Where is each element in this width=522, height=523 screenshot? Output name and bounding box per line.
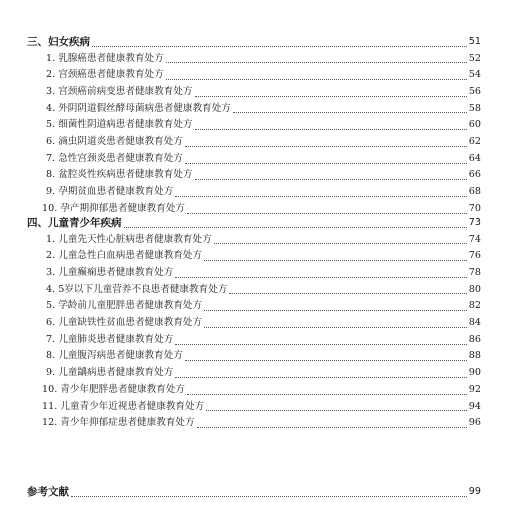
dot-leader: [195, 178, 467, 180]
toc-entry[interactable]: [27, 298, 481, 315]
toc-heading-label: 三、妇女疾病: [27, 35, 90, 48]
toc-entry[interactable]: [27, 151, 481, 168]
toc-entry[interactable]: [27, 184, 481, 201]
dot-leader: [175, 195, 466, 197]
toc-entry-label: 10. 孕产期抑郁患者健康教育处方: [42, 202, 186, 214]
toc-page-number: 60: [468, 119, 481, 131]
dot-leader: [214, 242, 467, 244]
toc-entry-label: 12. 青少年抑郁症患者健康教育处方: [42, 417, 195, 429]
toc-heading[interactable]: [27, 34, 481, 51]
toc-heading[interactable]: [27, 484, 481, 501]
toc-entry-label: 3. 宫颈癌前病变患者健康教育处方: [46, 86, 193, 98]
toc-section-women: [27, 34, 481, 218]
toc-entry-label: 10. 青少年肥胖患者健康教育处方: [42, 383, 186, 395]
toc-entry[interactable]: [27, 67, 481, 84]
dot-leader: [175, 343, 466, 345]
toc-page-number: 99: [468, 485, 481, 497]
dot-leader: [185, 359, 467, 361]
toc-page-number: 96: [468, 417, 481, 429]
dot-leader: [92, 45, 467, 47]
dot-leader: [185, 145, 467, 147]
dot-leader: [233, 111, 467, 113]
toc-heading-label: 参考文献: [27, 485, 69, 498]
dot-leader: [204, 326, 467, 328]
toc-section-children: [27, 215, 481, 432]
toc-entry-label: 5. 细菌性阴道病患者健康教育处方: [46, 119, 193, 131]
toc-entry[interactable]: [27, 399, 481, 416]
toc-entry[interactable]: [27, 117, 481, 134]
toc-heading-label: 四、儿童青少年疾病: [27, 216, 122, 229]
toc-entry-label: 2. 儿童急性白血病患者健康教育处方: [46, 250, 203, 262]
dot-leader: [187, 212, 467, 214]
toc-entry-label: 7. 急性宫颈炎患者健康教育处方: [46, 152, 183, 164]
toc-entry[interactable]: [27, 332, 481, 349]
dot-leader: [124, 226, 467, 228]
toc-entry-label: 4. 5岁以下儿童营养不良患者健康教育处方: [46, 283, 228, 295]
dot-leader: [204, 309, 467, 311]
dot-leader: [197, 426, 467, 428]
toc-page-number: 92: [468, 383, 481, 395]
dot-leader: [175, 376, 466, 378]
toc-entry[interactable]: [27, 51, 481, 68]
toc-entry[interactable]: [27, 365, 481, 382]
dot-leader: [195, 128, 467, 130]
toc-page-number: 51: [468, 35, 481, 47]
toc-entry-label: 5. 学龄前儿童肥胖患者健康教育处方: [46, 300, 203, 312]
toc-page-number: 86: [468, 333, 481, 345]
toc-entry[interactable]: [27, 382, 481, 399]
toc-page-number: 58: [468, 102, 481, 114]
toc-entry-label: 8. 盆腔炎性疾病患者健康教育处方: [46, 169, 193, 181]
toc-section-references: [27, 484, 481, 501]
dot-leader: [166, 78, 467, 80]
dot-leader: [71, 495, 467, 497]
dot-leader: [187, 393, 467, 395]
toc-page-number: 90: [468, 367, 481, 379]
toc-entry-label: 8. 儿童腹泻病患者健康教育处方: [46, 350, 183, 362]
toc-entry[interactable]: [27, 349, 481, 366]
dot-leader: [195, 95, 467, 97]
toc-entry-label: 11. 儿童青少年近视患者健康教育处方: [42, 400, 205, 412]
toc-entry-label: 3. 儿童癫痫患者健康教育处方: [46, 267, 174, 279]
toc-page-number: 82: [468, 300, 481, 312]
toc-entry[interactable]: [27, 282, 481, 299]
dot-leader: [204, 259, 467, 261]
toc-page-number: 84: [468, 317, 481, 329]
toc-entry[interactable]: [27, 134, 481, 151]
toc-page-number: 78: [468, 267, 481, 279]
toc-page-number: 73: [468, 216, 481, 228]
toc-page-number: 74: [468, 233, 481, 245]
toc-entry-label: 4. 外阴阴道假丝酵母菌病患者健康教育处方: [46, 102, 231, 114]
dot-leader: [175, 276, 466, 278]
toc-entry-label: 6. 滴虫阴道炎患者健康教育处方: [46, 136, 183, 148]
toc-heading[interactable]: [27, 215, 481, 232]
toc-entry-label: 1. 儿童先天性心脏病患者健康教育处方: [46, 233, 212, 245]
toc-entry-label: 9. 儿童龋病患者健康教育处方: [46, 367, 174, 379]
toc-entry[interactable]: [27, 265, 481, 282]
toc-page-number: 52: [468, 52, 481, 64]
toc-page-number: 54: [468, 69, 481, 81]
toc-entry-label: 6. 儿童缺铁性贫血患者健康教育处方: [46, 317, 203, 329]
toc-page-number: 94: [468, 400, 481, 412]
toc-page-number: 56: [468, 86, 481, 98]
toc-entry[interactable]: [27, 168, 481, 185]
toc-page-number: 68: [468, 186, 481, 198]
toc-page-number: 80: [468, 283, 481, 295]
toc-entry[interactable]: [27, 101, 481, 118]
toc-page-number: 66: [468, 169, 481, 181]
dot-leader: [166, 61, 467, 63]
toc-entry-label: 7. 儿童肺炎患者健康教育处方: [46, 333, 174, 345]
toc-page-number: 70: [468, 202, 481, 214]
dot-leader: [206, 409, 467, 411]
toc-page-number: 64: [468, 152, 481, 164]
toc-entry[interactable]: [27, 248, 481, 265]
dot-leader: [185, 162, 467, 164]
toc-entry[interactable]: [27, 315, 481, 332]
toc-page-number: 62: [468, 136, 481, 148]
toc-entry-label: 1. 乳腺癌患者健康教育处方: [46, 52, 164, 64]
toc-entry[interactable]: [27, 84, 481, 101]
toc-entry[interactable]: [27, 415, 481, 432]
toc-page-number: 88: [468, 350, 481, 362]
toc-entry-label: 9. 孕期贫血患者健康教育处方: [46, 186, 174, 198]
dot-leader: [229, 292, 466, 294]
toc-page-number: 76: [468, 250, 481, 262]
toc-entry[interactable]: [27, 232, 481, 249]
toc-entry-label: 2. 宫颈癌患者健康教育处方: [46, 69, 164, 81]
